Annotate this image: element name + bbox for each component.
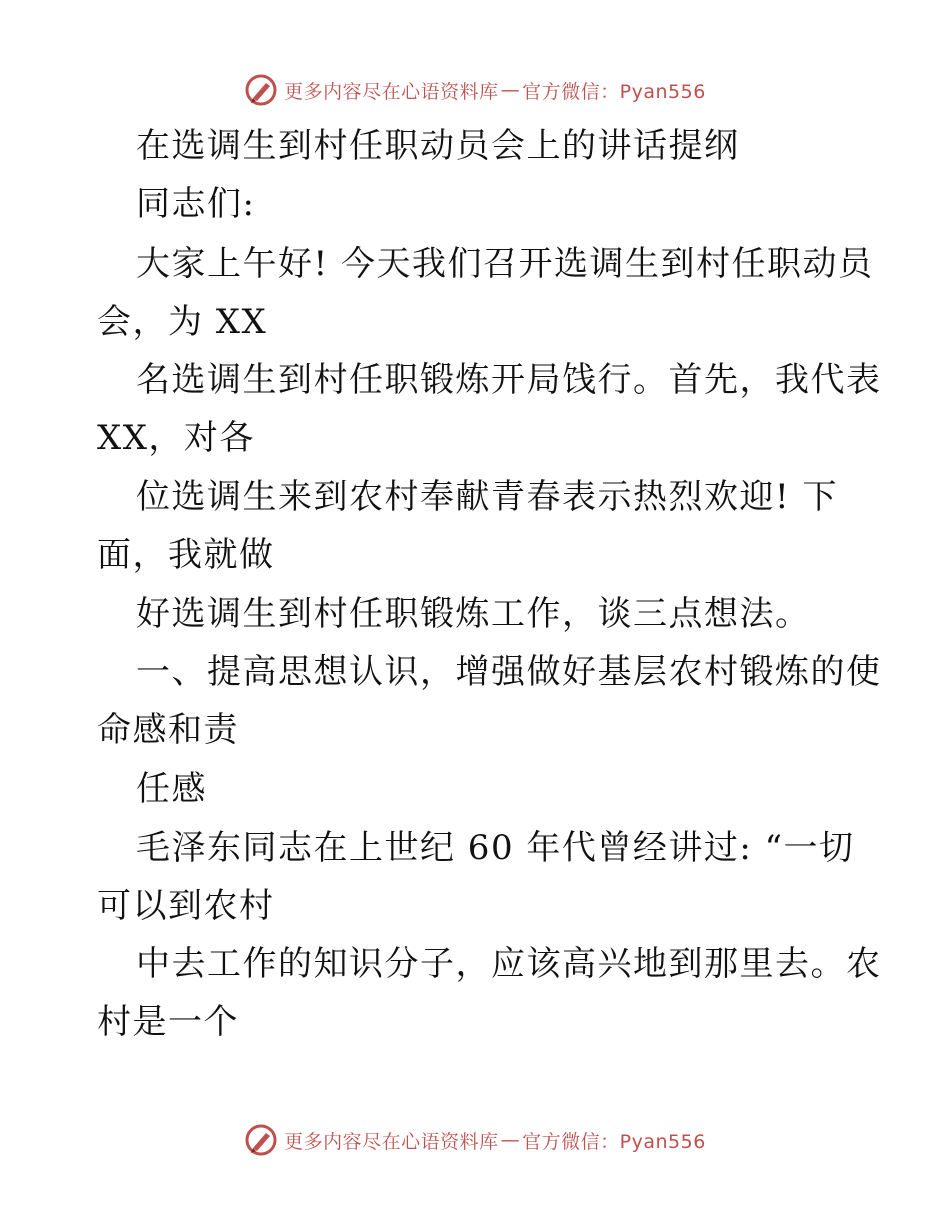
section-heading-line: 命感和责 bbox=[97, 710, 239, 750]
banner-wechat-text: 官方微信：Pyan556 bbox=[522, 80, 706, 103]
paragraph-line: 好选调生到村任职锻炼工作，谈三点想法。 bbox=[136, 594, 811, 634]
document-title: 在选调生到村任职动员会上的讲话提纲 bbox=[136, 126, 740, 166]
paragraph-line: 会，为 XX bbox=[97, 302, 268, 342]
banner-separator: — bbox=[500, 1129, 521, 1151]
banner-main-text: 更多内容尽在心语资料库 bbox=[284, 1130, 499, 1153]
pen-logo-icon bbox=[244, 1123, 278, 1157]
banner-main-text: 更多内容尽在心语资料库 bbox=[284, 80, 499, 103]
banner-separator: — bbox=[500, 79, 521, 101]
section-heading-line: 一、提高思想认识，增强做好基层农村锻炼的使 bbox=[136, 652, 882, 692]
paragraph-line: 村是一个 bbox=[97, 1002, 239, 1042]
pen-logo-icon bbox=[244, 73, 278, 107]
paragraph-line: 位选调生来到农村奉献青春表示热烈欢迎! 下 bbox=[136, 477, 838, 517]
paragraph-line: 大家上午好! 今天我们召开选调生到村任职动员 bbox=[136, 244, 874, 284]
header-banner[interactable] bbox=[0, 70, 950, 110]
paragraph-line: 名选调生到村任职锻炼开局饯行。首先，我代表 bbox=[136, 360, 882, 400]
section-heading-line: 任感 bbox=[136, 769, 207, 809]
paragraph-line: 可以到农村 bbox=[97, 886, 275, 926]
paragraph-line: 同志们: bbox=[136, 184, 256, 224]
paragraph-line: XX，对各 bbox=[97, 418, 255, 458]
paragraph-line: 中去工作的知识分子，应该高兴地到那里去。农 bbox=[136, 944, 882, 984]
paragraph-line: 面，我就做 bbox=[97, 535, 275, 575]
paragraph-line: 毛泽东同志在上世纪 60 年代曾经讲过: “一切 bbox=[136, 828, 855, 868]
banner-wechat-text: 官方微信：Pyan556 bbox=[522, 1130, 706, 1153]
footer-banner[interactable] bbox=[0, 1120, 950, 1160]
